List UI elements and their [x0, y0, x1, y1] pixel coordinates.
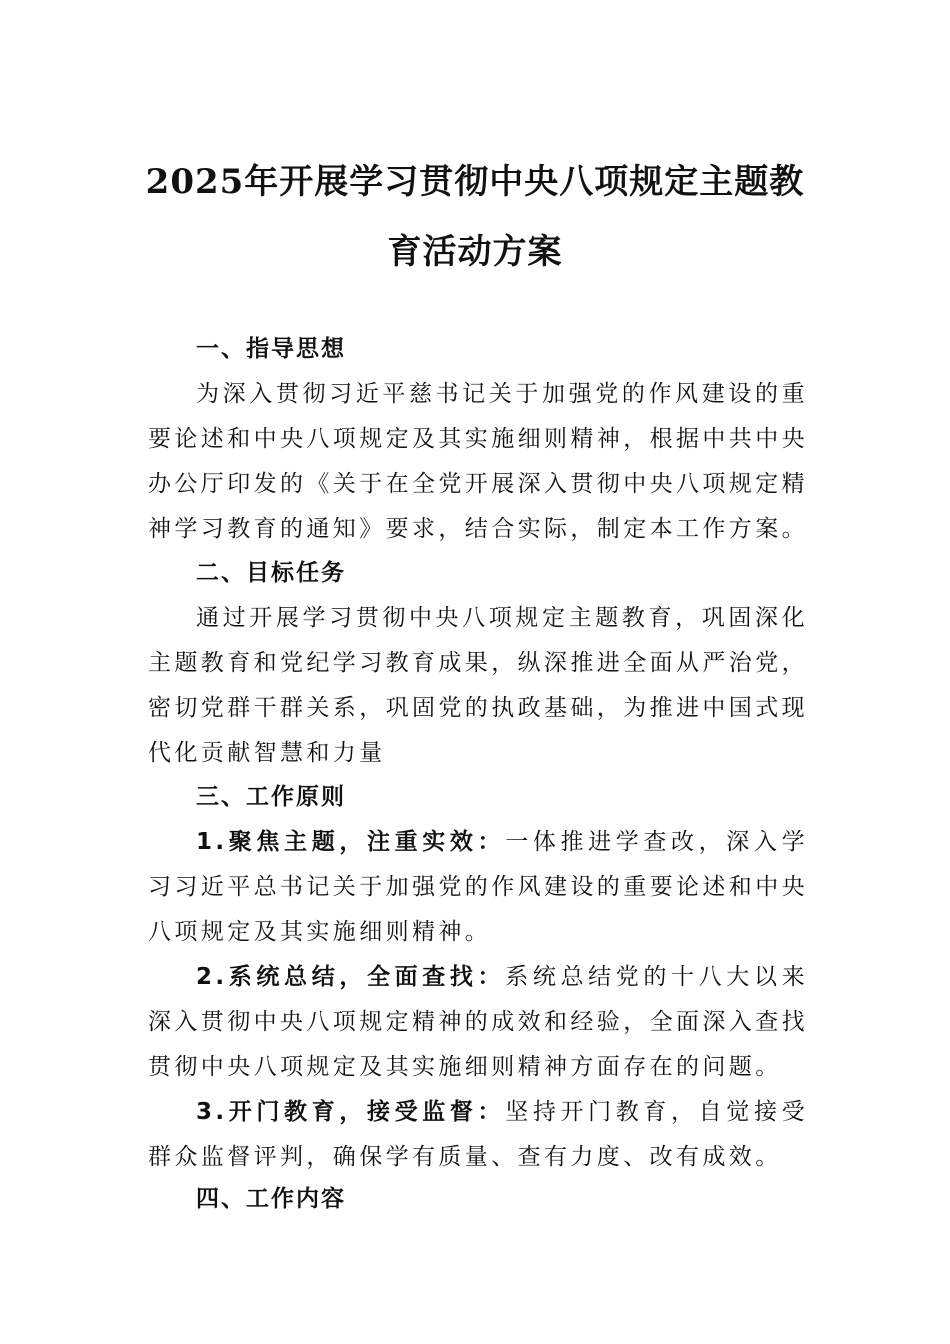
- principle-3: [148, 1090, 808, 1180]
- principle-3-lead: 3.开门教育，接受监督：: [196, 1099, 506, 1125]
- principle-1: [148, 820, 808, 955]
- principle-1-lead: 1.聚焦主题，注重实效：: [196, 829, 506, 855]
- section-1-body: 为深入贯彻习近平慈书记关于加强党的作风建设的重要论述和中央八项规定及其实施细则精神，根据中共中央办公厅印发的《关于在全党开展深入贯彻中央八项规定精神学习教育的通知》要求，结合实际，制定本工作方案。: [148, 381, 808, 542]
- section-2: [148, 551, 808, 776]
- section-3: [148, 775, 808, 1180]
- section-heading-work-content: 四、工作内容: [196, 1186, 346, 1212]
- principle-2: [148, 955, 808, 1090]
- section-1: [148, 327, 808, 552]
- principle-1-body: 一体推进学查改，深入学习习近平总书记关于加强党的作风建设的重要论述和中央八项规定及其实施细则精神。: [148, 829, 808, 945]
- document-title-line-2: 育活动方案: [387, 232, 563, 272]
- section-2-body: 通过开展学习贯彻中央八项规定主题教育，巩固深化主题教育和党纪学习教育成果，纵深推进全面从严治党，密切党群干群关系，巩固党的执政基础，为推进中国式现代化贡献智慧和力量: [148, 605, 808, 766]
- principle-3-body: 坚持开门教育，自觉接受群众监督评判，确保学有质量、查有力度、改有成效。: [148, 1099, 808, 1170]
- section-heading-work-principles: 三、工作原则: [196, 784, 346, 810]
- section-heading-goals-tasks: 二、目标任务: [196, 560, 346, 586]
- section-4: [148, 1177, 808, 1222]
- section-heading-guiding-ideology: 一、指导思想: [196, 336, 346, 362]
- principle-2-lead: 2.系统总结，全面查找：: [196, 964, 506, 990]
- document-title-line-1: 2025年开展学习贯彻中央八项规定主题教: [145, 162, 805, 202]
- principle-2-body: 系统总结党的十八大以来深入贯彻中央八项规定精神的成效和经验，全面深入查找贯彻中央八项规定及其实施细则精神方面存在的问题。: [148, 964, 808, 1080]
